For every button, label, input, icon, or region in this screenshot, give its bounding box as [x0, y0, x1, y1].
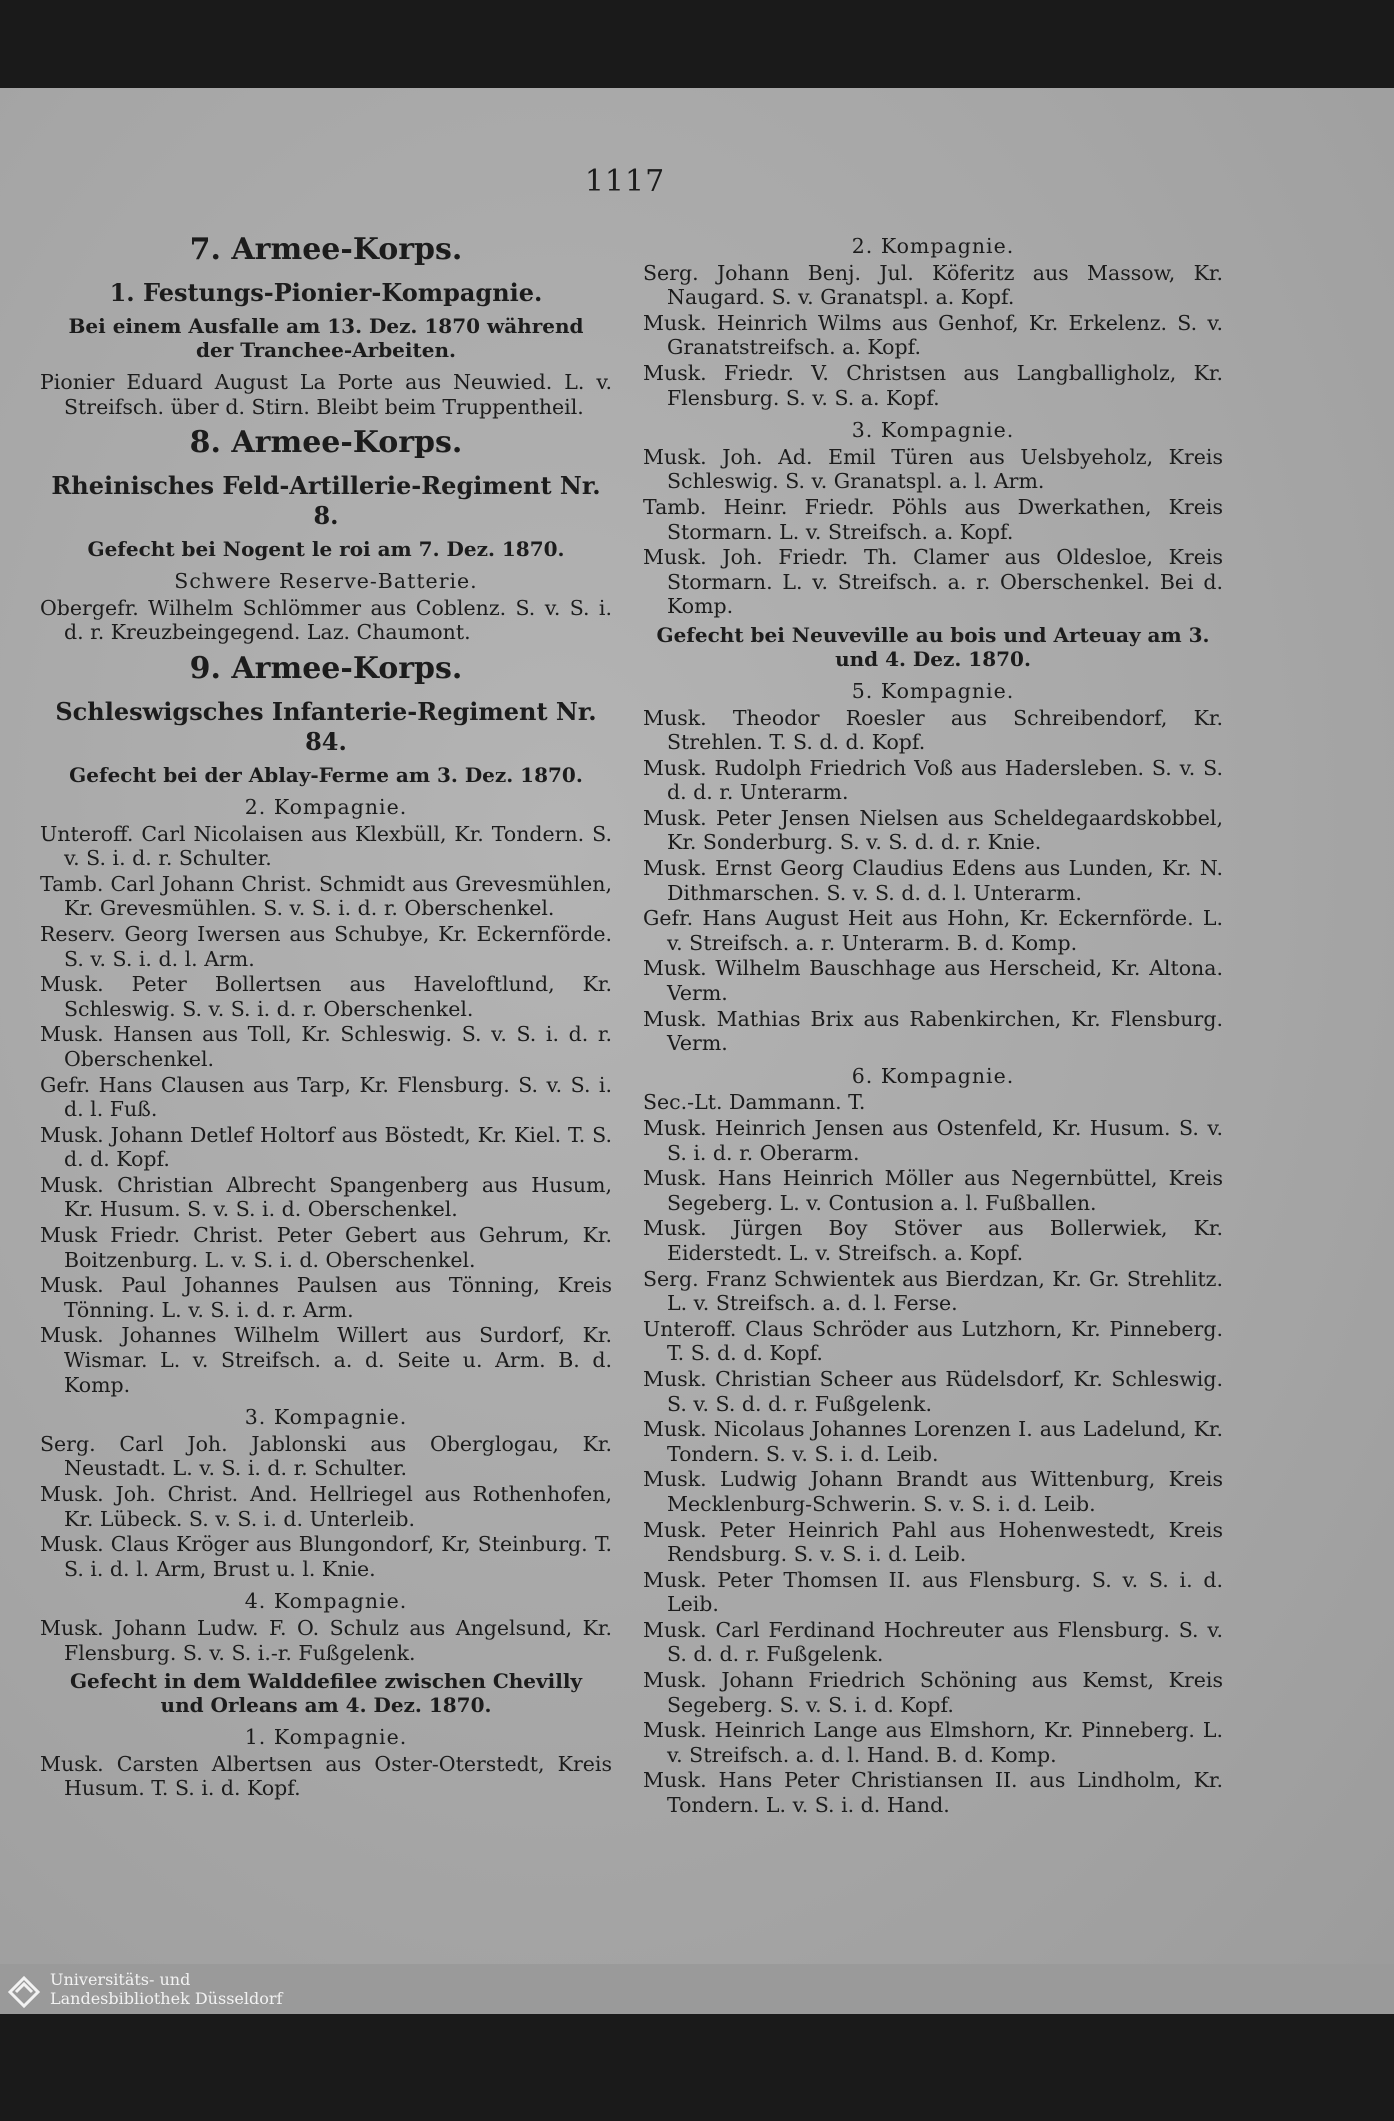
casualty-entry: Musk. Joh. Ad. Emil Türen aus Uelsbyeholz, Kreis Schleswig. S. v. Granatspl. a. l. Arm.: [643, 444, 1223, 494]
corps-heading: 8. Armee-Korps.: [189, 425, 463, 461]
corps-heading: 9. Armee-Korps.: [189, 650, 463, 686]
casualty-entry: Unteroff. Carl Nicolaisen aus Klexbüll, Kr. Tondern. S. v. S. i. d. r. Schulter.: [40, 821, 612, 871]
casualty-entry: Musk. Johann Detlef Holtorf aus Böstedt, Kr. Kiel. T. S. d. d. Kopf.: [40, 1122, 612, 1172]
casualty-entry: Musk. Hansen aus Toll, Kr. Schleswig. S. v. S. i. d. r. Oberschenkel.: [40, 1022, 612, 1071]
casualty-entry: Serg. Carl Joh. Jablonski aus Oberglogau, Kr. Neustadt. L. v. S. i. d. r. Schulter.: [40, 1431, 612, 1481]
company-heading: 3. Kompagnie.: [244, 1405, 408, 1430]
casualty-entry: Musk. Theodor Roesler aus Schreibendorf, Kr. Strehlen. T. S. d. d. Kopf.: [643, 705, 1223, 755]
company-heading: 1. Kompagnie.: [244, 1725, 408, 1750]
casualty-entry: Musk. Joh. Friedr. Th. Clamer aus Oldesloe, Kreis Stormarn. L. v. Streifsch. a. r. Oberschenkel. Bei d. Komp.: [643, 545, 1223, 619]
casualty-entry: Musk. Paul Johannes Paulsen aus Tönning, Kreis Tönning. L. v. S. i. d. r. Arm.: [40, 1273, 612, 1322]
right-column: [643, 226, 1223, 1819]
casualty-entry: Reserv. Georg Iwersen aus Schubye, Kr. Eckernförde. S. v. S. i. d. l. Arm.: [40, 921, 612, 971]
casualty-entry: Musk. Peter Jensen Nielsen aus Scheldegaardskobbel, Kr. Sonderburg. S. v. S. d. d. r. Knie.: [643, 805, 1223, 855]
casualty-entry: Obergefr. Wilhelm Schlömmer aus Coblenz. S. v. S. i. d. r. Kreuzbeingegend. Laz. Chaumont.: [40, 595, 612, 645]
casualty-entry: Musk. Peter Thomsen II. aus Flensburg. S. v. S. i. d. Leib.: [643, 1567, 1223, 1617]
battle-heading: Gefecht in dem Walddefilee zwischen Chevilly und Orleans am 4. Dez. 1870.: [69, 1669, 583, 1718]
library-name-line-2: Landesbibliothek Düsseldorf: [50, 1989, 283, 2008]
casualty-entry: Musk. Friedr. V. Christsen aus Langballigholz, Kr. Flensburg. S. v. S. a. Kopf.: [643, 360, 1223, 410]
casualty-entry: Musk. Wilhelm Bauschhage aus Herscheid, Kr. Altona. Verm.: [643, 956, 1223, 1006]
casualty-entry: Sec.-Lt. Dammann. T.: [643, 1090, 866, 1115]
casualty-entry: Serg. Johann Benj. Jul. Köferitz aus Massow, Kr. Naugard. S. v. Granatspl. a. Kopf.: [643, 260, 1223, 310]
company-heading: Schwere Reserve-Batterie.: [174, 569, 478, 594]
casualty-entry: Musk. Christian Scheer aus Rüdelsdorf, Kr. Schleswig. S. v. S. d. d. r. Fußgelenk.: [643, 1366, 1223, 1416]
library-name: [50, 1970, 282, 2008]
casualty-entry: Musk. Hans Heinrich Möller aus Negernbüttel, Kreis Segeberg. L. v. Contusion a. l. Fußballen.: [643, 1166, 1223, 1215]
casualty-entry: Musk. Claus Kröger aus Blungondorf, Kr, Steinburg. T. S. i. d. l. Arm, Brust u. l. Knie.: [40, 1532, 612, 1581]
regiment-heading: 1. Festungs-Pionier-Kompagnie.: [109, 278, 543, 307]
casualty-entry: Musk. Heinrich Jensen aus Ostenfeld, Kr. Husum. S. v. S. i. d. r. Oberarm.: [643, 1116, 1223, 1165]
casualty-entry: Musk. Peter Heinrich Pahl aus Hohenwestedt, Kreis Rendsburg. S. v. S. i. d. Leib.: [643, 1517, 1223, 1567]
casualty-entry: Musk. Johannes Wilhelm Willert aus Surdorf, Kr. Wismar. L. v. Streifsch. a. d. Seite u. Arm. B. d. Komp.: [40, 1323, 612, 1397]
casualty-entry: Musk. Johann Ludw. F. O. Schulz aus Angelsund, Kr. Flensburg. S. v. S. i.-r. Fußgelenk.: [40, 1615, 612, 1665]
casualty-entry: Musk. Joh. Christ. And. Hellriegel aus Rothenhofen, Kr. Lübeck. S. v. S. i. d. Unterleib.: [40, 1482, 612, 1531]
battle-heading: Gefecht bei der Ablay-Ferme am 3. Dez. 1870.: [69, 762, 583, 787]
battle-heading: Gefecht bei Neuveville au bois und Arteuay am 3. und 4. Dez. 1870.: [656, 622, 1210, 671]
library-footer: [0, 1964, 1394, 2014]
casualty-entry: Musk. Rudolph Friedrich Voß aus Hadersleben. S. v. S. d. d. r. Unterarm.: [643, 755, 1223, 805]
regiment-heading: Rheinisches Feld-Artillerie-Regiment Nr. 8.: [51, 471, 601, 531]
casualty-entry: Gefr. Hans August Heit aus Hohn, Kr. Eckernförde. L. v. Streifsch. a. r. Unterarm. B. d. Komp.: [643, 906, 1223, 955]
page-number: 1117: [584, 164, 666, 199]
casualty-entry: Musk. Johann Friedrich Schöning aus Kemst, Kreis Segeberg. S. v. S. i. d. Kopf.: [643, 1668, 1223, 1717]
regiment-heading: Schleswigsches Infanterie-Regiment Nr. 84.: [55, 696, 597, 756]
casualty-entry: Musk. Heinrich Lange aus Elmshorn, Kr. Pinneberg. L. v. Streifsch. a. d. l. Hand. B. d. Komp.: [643, 1718, 1223, 1767]
casualty-entry: Serg. Franz Schwientek aus Bierdzan, Kr. Gr. Strehlitz. L. v. Streifsch. a. d. l. Ferse.: [643, 1266, 1223, 1316]
company-heading: 3. Kompagnie.: [851, 418, 1015, 443]
casualty-entry: Musk. Peter Bollertsen aus Haveloftlund, Kr. Schleswig. S. v. S. i. d. r. Oberschenkel.: [40, 972, 612, 1021]
casualty-entry: Musk. Jürgen Boy Stöver aus Bollerwiek, Kr. Eiderstedt. L. v. Streifsch. a. Kopf.: [643, 1216, 1223, 1265]
document-page: [0, 88, 1394, 1964]
casualty-entry: Musk. Carsten Albertsen aus Oster-Oterstedt, Kreis Husum. T. S. i. d. Kopf.: [40, 1751, 612, 1801]
company-heading: 2. Kompagnie.: [851, 234, 1015, 258]
battle-heading: Bei einem Ausfalle am 13. Dez. 1870 während der Tranchee-Arbeiten.: [68, 314, 584, 362]
casualty-entry: Musk. Nicolaus Johannes Lorenzen I. aus Ladelund, Kr. Tondern. S. v. S. i. d. Leib.: [643, 1417, 1223, 1466]
company-heading: 2. Kompagnie.: [244, 794, 408, 819]
casualty-entry: Pionier Eduard August La Porte aus Neuwied. L. v. Streifsch. über d. Stirn. Bleibt beim Truppentheil.: [40, 370, 612, 419]
company-heading: 5. Kompagnie.: [851, 678, 1015, 703]
left-column: [40, 226, 612, 1802]
casualty-entry: Musk. Carl Ferdinand Hochreuter aus Flensburg. S. v. S. d. d. r. Fußgelenk.: [643, 1617, 1223, 1667]
casualty-entry: Musk. Hans Peter Christiansen II. aus Lindholm, Kr. Tondern. L. v. S. i. d. Hand.: [643, 1768, 1223, 1818]
casualty-entry: Tamb. Heinr. Friedr. Pöhls aus Dwerkathen, Kreis Stormarn. L. v. Streifsch. a. Kopf.: [643, 494, 1223, 544]
casualty-entry: Unteroff. Claus Schröder aus Lutzhorn, Kr. Pinneberg. T. S. d. d. Kopf.: [643, 1316, 1223, 1366]
casualty-entry: Musk. Mathias Brix aus Rabenkirchen, Kr. Flensburg. Verm.: [643, 1006, 1223, 1056]
casualty-entry: Musk. Christian Albrecht Spangenberg aus Husum, Kr. Husum. S. v. S. i. d. Oberschenkel.: [40, 1172, 612, 1222]
battle-heading: Gefecht bei Nogent le roi am 7. Dez. 1870.: [87, 537, 565, 562]
corps-heading: 7. Armee-Korps.: [189, 232, 463, 267]
company-heading: 6. Kompagnie.: [851, 1063, 1015, 1088]
casualty-entry: Musk. Ernst Georg Claudius Edens aus Lunden, Kr. N. Dithmarschen. S. v. S. d. d. l. Unterarm.: [643, 856, 1223, 905]
casualty-entry: Musk Friedr. Christ. Peter Gebert aus Gehrum, Kr. Boitzenburg. L. v. S. i. d. Oberschenkel.: [40, 1223, 612, 1272]
casualty-entry: Musk. Heinrich Wilms aus Genhof, Kr. Erkelenz. S. v. Granatstreifsch. a. Kopf.: [643, 310, 1223, 360]
library-name-line-1: Universitäts- und: [50, 1970, 191, 1989]
casualty-entry: Musk. Ludwig Johann Brandt aus Wittenburg, Kreis Mecklenburg-Schwerin. S. v. S. i. d. Leib.: [643, 1467, 1223, 1516]
company-heading: 4. Kompagnie.: [244, 1589, 408, 1614]
ulb-logo-icon: [6, 1972, 42, 2008]
casualty-entry: Gefr. Hans Clausen aus Tarp, Kr. Flensburg. S. v. S. i. d. l. Fuß.: [40, 1072, 612, 1122]
casualty-entry: Tamb. Carl Johann Christ. Schmidt aus Grevesmühlen, Kr. Grevesmühlen. S. v. S. i. d. r. Oberschenkel.: [40, 871, 612, 921]
